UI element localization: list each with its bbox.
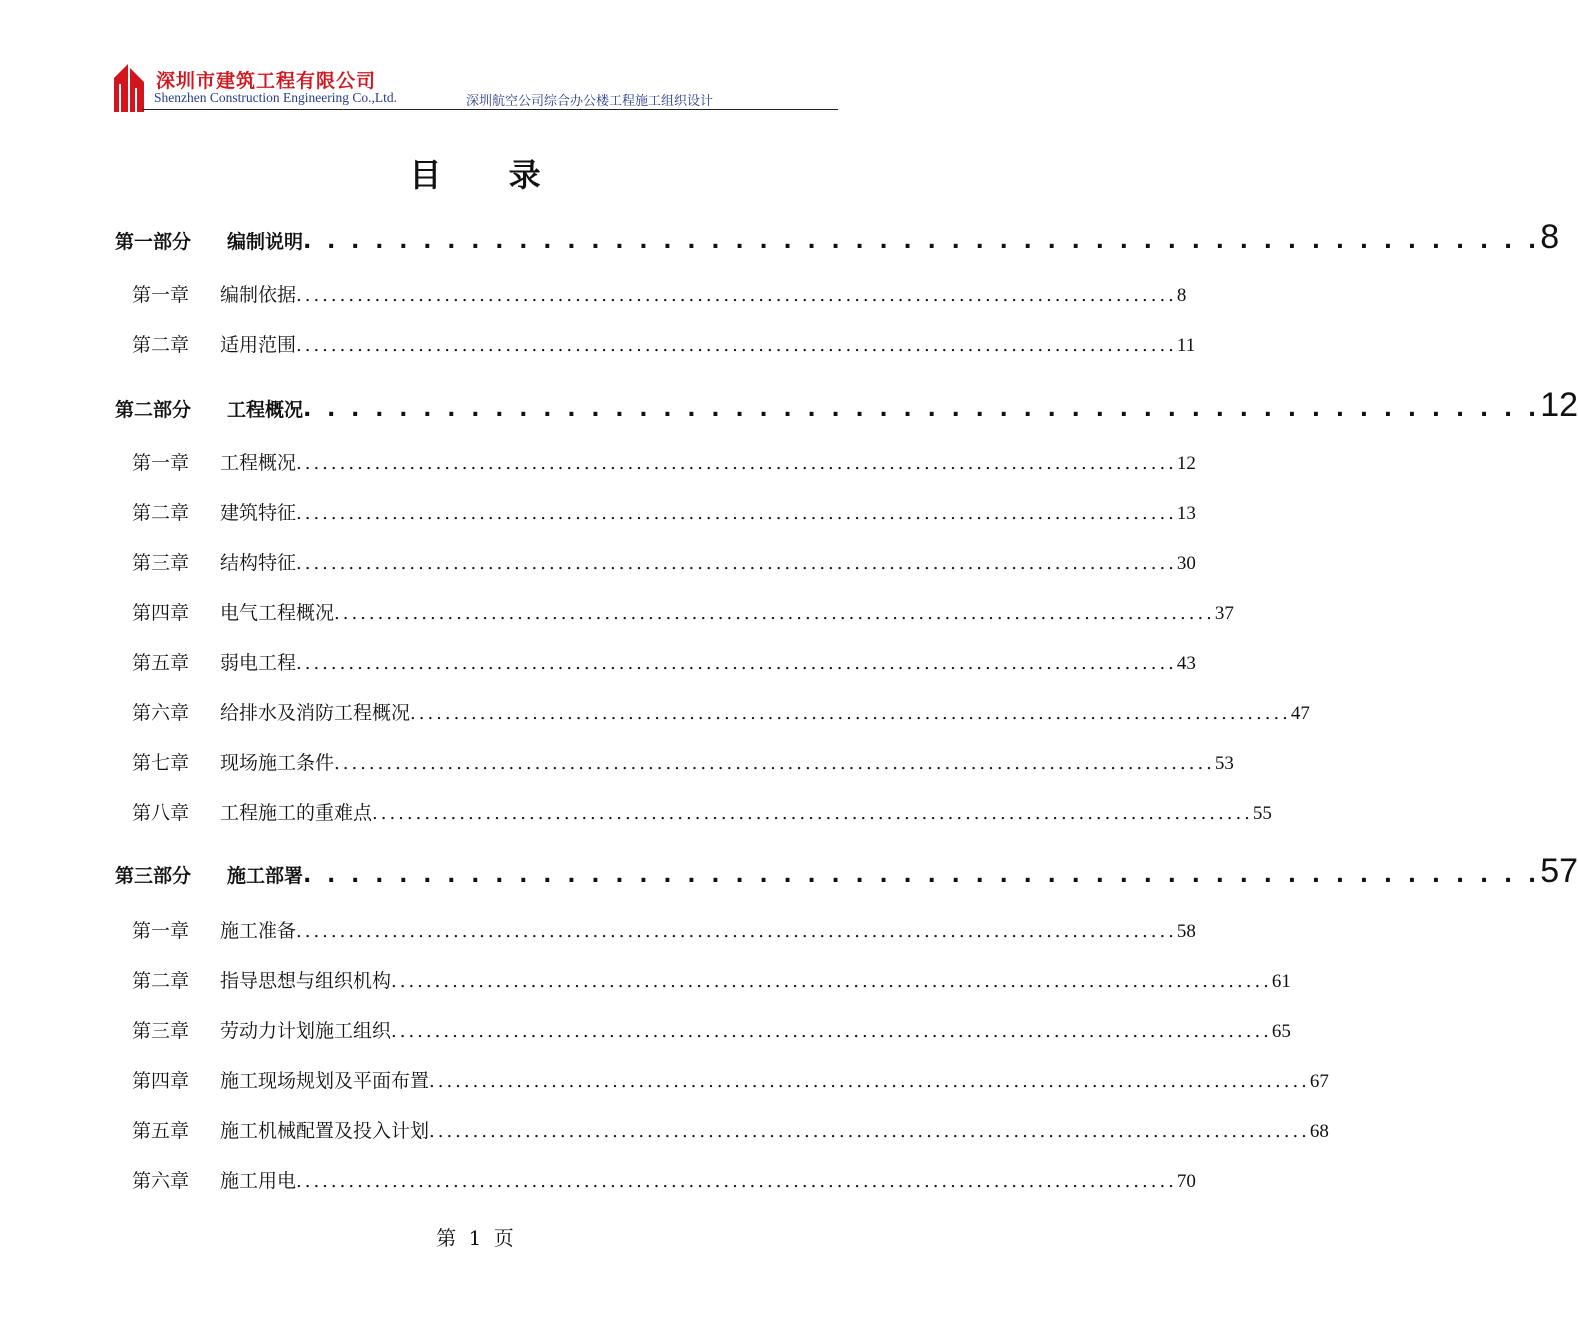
toc-entry-number: 第一章 bbox=[132, 920, 190, 942]
toc-entry-number: 第二章 bbox=[132, 334, 190, 356]
company-logo bbox=[114, 62, 144, 112]
toc-entry-title: 施工部署 bbox=[227, 865, 304, 887]
toc-entry-number: 第六章 bbox=[132, 1170, 190, 1192]
toc-entry-title: 编制说明 bbox=[227, 231, 304, 253]
toc-entry-number: 第一章 bbox=[132, 284, 190, 306]
toc-chapter-entry[interactable] bbox=[132, 280, 1187, 307]
toc-entry-title: 施工准备 bbox=[220, 920, 297, 942]
toc-entry-number: 第四章 bbox=[132, 1070, 190, 1092]
document-title-header: 深圳航空公司综合办公楼工程施工组织设计 bbox=[466, 94, 714, 109]
toc-chapter-entry[interactable] bbox=[132, 1166, 1196, 1193]
toc-leader-dots: . . . . . . . . . . . . . . . . . . . . . . . . . . . . . . . . . . . . . . . . . . . . . . . . . . . . bbox=[303, 863, 1541, 888]
toc-leader-dots: ..................................................................................................... bbox=[391, 1021, 1272, 1042]
company-name-cn: 深圳市建筑工程有限公司 bbox=[156, 70, 377, 92]
toc-heading: 目 录 bbox=[409, 156, 569, 194]
toc-chapter-entry[interactable] bbox=[132, 1066, 1329, 1093]
toc-leader-dots: ..................................................................................................... bbox=[296, 553, 1177, 574]
toc-entry-title: 指导思想与组织机构 bbox=[220, 970, 392, 992]
toc-entry-page: 61 bbox=[1271, 971, 1291, 992]
toc-leader-dots: . . . . . . . . . . . . . . . . . . . . . . . . . . . . . . . . . . . . . . . . . . . . . . . . . . . . bbox=[303, 397, 1541, 422]
toc-chapter-entry[interactable] bbox=[132, 648, 1196, 675]
page-header bbox=[110, 60, 840, 112]
toc-entry-page: 12 bbox=[1176, 453, 1196, 474]
toc-entry-page: 70 bbox=[1176, 1171, 1196, 1192]
toc-entry-title: 结构特征 bbox=[220, 552, 297, 574]
toc-entry-number: 第一部分 bbox=[115, 231, 192, 253]
toc-leader-dots: . . . . . . . . . . . . . . . . . . . . . . . . . . . . . . . . . . . . . . . . . . . . . . . . . . . . bbox=[303, 229, 1541, 254]
toc-leader-dots: ..................................................................................................... bbox=[334, 753, 1215, 774]
toc-entry-title: 施工现场规划及平面布置 bbox=[220, 1070, 430, 1092]
toc-entry-number: 第一章 bbox=[132, 452, 190, 474]
toc-entry-title: 编制依据 bbox=[220, 284, 297, 306]
toc-entry-number: 第八章 bbox=[132, 802, 190, 824]
toc-entry-page: 30 bbox=[1176, 553, 1196, 574]
toc-entry-title: 工程概况 bbox=[220, 452, 297, 474]
toc-entry-title: 工程施工的重难点 bbox=[220, 802, 373, 824]
toc-entry-title: 施工用电 bbox=[220, 1170, 297, 1192]
toc-entry-page: 11 bbox=[1176, 335, 1196, 356]
toc-entry-page: 43 bbox=[1176, 653, 1196, 674]
toc-entry-title: 适用范围 bbox=[220, 334, 297, 356]
toc-entry-number: 第四章 bbox=[132, 602, 190, 624]
toc-leader-dots: ..................................................................................................... bbox=[429, 1071, 1310, 1092]
header-divider bbox=[142, 109, 838, 110]
toc-chapter-entry[interactable] bbox=[132, 748, 1234, 775]
toc-leader-dots: ..................................................................................................... bbox=[296, 1171, 1177, 1192]
toc-chapter-entry[interactable] bbox=[132, 330, 1196, 357]
toc-entry-page: 65 bbox=[1271, 1021, 1291, 1042]
toc-chapter-entry[interactable] bbox=[132, 916, 1196, 943]
toc-chapter-entry[interactable] bbox=[132, 598, 1234, 625]
toc-entry-page: 53 bbox=[1214, 753, 1234, 774]
toc-entry-number: 第二章 bbox=[132, 502, 190, 524]
toc-entry-number: 第二部分 bbox=[115, 399, 192, 421]
company-name-en: Shenzhen Construction Engineering Co.,Ltd. bbox=[154, 90, 397, 105]
toc-leader-dots: ..................................................................................................... bbox=[296, 503, 1177, 524]
toc-entry-number: 第三章 bbox=[132, 552, 190, 574]
toc-chapter-entry[interactable] bbox=[132, 698, 1310, 725]
toc-entry-page: 13 bbox=[1176, 503, 1196, 524]
toc-entry-title: 施工机械配置及投入计划 bbox=[220, 1120, 430, 1142]
toc-leader-dots: ..................................................................................................... bbox=[334, 603, 1215, 624]
toc-entry-title: 电气工程概况 bbox=[220, 602, 335, 624]
toc-entry-title: 劳动力计划施工组织 bbox=[220, 1020, 392, 1042]
toc-entry-title: 弱电工程 bbox=[220, 652, 297, 674]
toc-entry-number: 第六章 bbox=[132, 702, 190, 724]
toc-chapter-entry[interactable] bbox=[132, 966, 1291, 993]
toc-entry-page: 57 bbox=[1540, 852, 1578, 890]
toc-entry-title: 工程概况 bbox=[227, 399, 304, 421]
toc-leader-dots: ..................................................................................................... bbox=[296, 453, 1177, 474]
toc-chapter-entry[interactable] bbox=[132, 798, 1272, 825]
toc-leader-dots: ..................................................................................................... bbox=[296, 285, 1177, 306]
toc-entry-page: 8 bbox=[1176, 285, 1187, 306]
toc-part-entry[interactable] bbox=[115, 218, 1560, 257]
toc-chapter-entry[interactable] bbox=[132, 1116, 1329, 1143]
toc-leader-dots: ..................................................................................................... bbox=[391, 971, 1272, 992]
toc-part-entry[interactable] bbox=[115, 386, 1578, 425]
toc-leader-dots: ..................................................................................................... bbox=[372, 803, 1253, 824]
toc-part-entry[interactable] bbox=[115, 852, 1578, 891]
toc-leader-dots: ..................................................................................................... bbox=[429, 1121, 1310, 1142]
toc-chapter-entry[interactable] bbox=[132, 1016, 1291, 1043]
toc-entry-number: 第三章 bbox=[132, 1020, 190, 1042]
toc-entry-page: 55 bbox=[1252, 803, 1272, 824]
toc-entry-number: 第二章 bbox=[132, 970, 190, 992]
toc-entry-page: 12 bbox=[1540, 386, 1578, 424]
toc-entry-page: 67 bbox=[1309, 1071, 1329, 1092]
toc-leader-dots: ..................................................................................................... bbox=[296, 921, 1177, 942]
toc-entry-page: 8 bbox=[1540, 218, 1560, 256]
toc-entry-page: 37 bbox=[1214, 603, 1234, 624]
toc-chapter-entry[interactable] bbox=[132, 498, 1196, 525]
toc-entry-title: 给排水及消防工程概况 bbox=[220, 702, 411, 724]
toc-entry-page: 47 bbox=[1290, 703, 1310, 724]
toc-chapter-entry[interactable] bbox=[132, 448, 1196, 475]
toc-entry-number: 第七章 bbox=[132, 752, 190, 774]
toc-leader-dots: ..................................................................................................... bbox=[296, 653, 1177, 674]
toc-entry-number: 第五章 bbox=[132, 1120, 190, 1142]
toc-entry-number: 第三部分 bbox=[115, 865, 192, 887]
toc-leader-dots: ..................................................................................................... bbox=[296, 335, 1177, 356]
toc-entry-page: 58 bbox=[1176, 921, 1196, 942]
toc-entry-title: 建筑特征 bbox=[220, 502, 297, 524]
toc-entry-page: 68 bbox=[1309, 1121, 1329, 1142]
page-number: 第 1 页 bbox=[436, 1226, 514, 1250]
toc-chapter-entry[interactable] bbox=[132, 548, 1196, 575]
toc-entry-title: 现场施工条件 bbox=[220, 752, 335, 774]
toc-entry-number: 第五章 bbox=[132, 652, 190, 674]
toc-leader-dots: ..................................................................................................... bbox=[410, 703, 1291, 724]
